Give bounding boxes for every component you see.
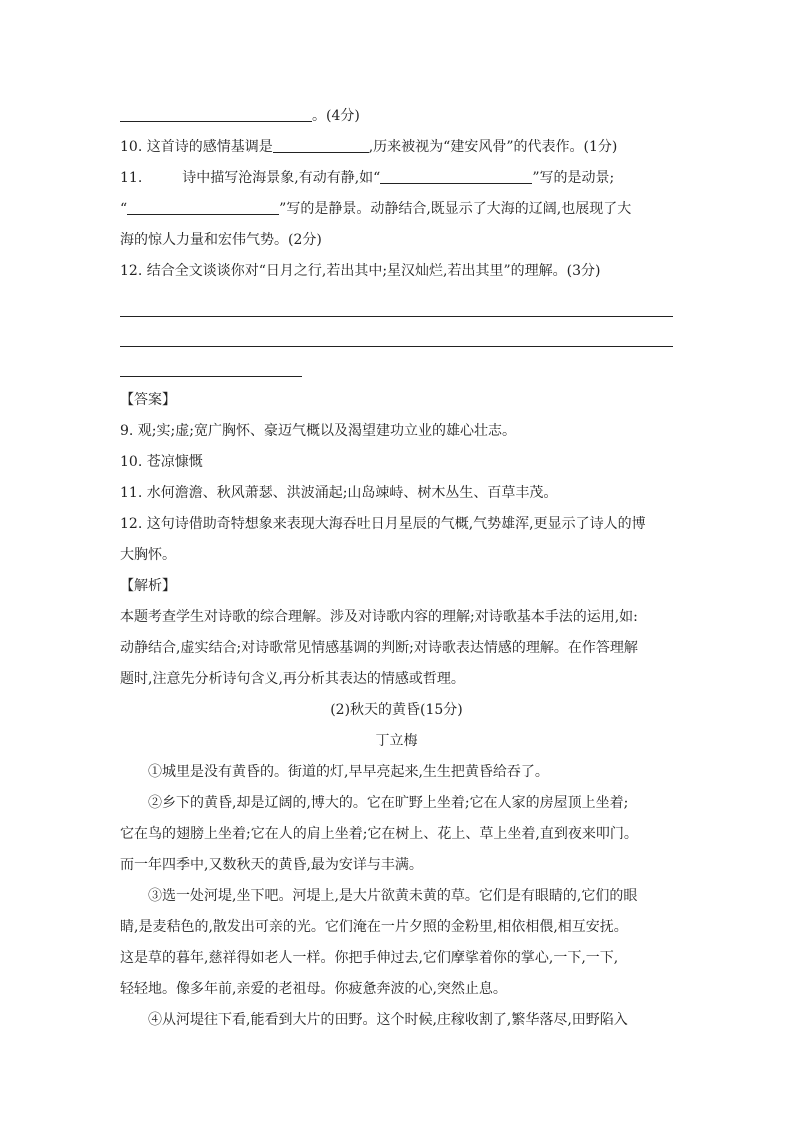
answer-blank: [120, 103, 312, 122]
essay-paragraph-4-line: ④从河堤往下看,能看到大片的田野。这个时候,庄稼收割了,繁华落尽,田野陷入: [148, 1012, 628, 1028]
analysis-line: 动静结合,虚实结合;对诗歌常见情感基调的判断;对诗歌表达情感的理解。在作答理解: [120, 640, 638, 656]
answer-blank: [127, 196, 279, 215]
page-content: [120, 101, 673, 1036]
answer-line: [120, 347, 673, 377]
essay-title: (2)秋天的黄昏(15分): [330, 702, 463, 718]
question-10: 10. 这首诗的感情基调是 ,历来被视为“建安风骨”的代表作。(1分): [120, 132, 673, 163]
question-11-line-3: 海的惊人力量和宏伟气势。(2分): [120, 232, 322, 248]
answer-blank: [273, 134, 369, 153]
question-11-line-1: 11. 诗中描写沧海景象,有动有静,如“ ”写的是动景;: [120, 163, 673, 194]
essay-paragraph-2-line: 而一年四季中,又数秋天的黄昏,最为安详与丰满。: [120, 857, 423, 873]
answer-heading: 【答案】: [120, 392, 176, 408]
essay-paragraph-3-line: 轻轻地。像多年前,亲爱的老祖母。你疲惫奔波的心,突然止息。: [120, 981, 507, 997]
answer-line: [120, 287, 673, 317]
question-9-tail: 。(4分): [120, 101, 673, 132]
answer-12-line-2: 大胸怀。: [120, 547, 176, 563]
answer-11: 11. 水何澹澹、秋风萧瑟、洪波涌起;山岛竦峙、树木丛生、百草丰茂。: [120, 485, 558, 501]
essay-paragraph-2-line: ②乡下的黄昏,却是辽阔的,博大的。它在旷野上坐着;它在人家的房屋顶上坐着;: [148, 795, 629, 811]
essay-paragraph-3-line: 睛,是麦秸色的,散发出可亲的光。它们淹在一片夕照的金粉里,相依相偎,相互安抚。: [120, 919, 628, 935]
essay-paragraph-3-line: ③选一处河堤,坐下吧。河堤上,是大片欲黄未黄的草。它们是有眼睛的,它们的眼: [148, 888, 638, 904]
answer-12-line-1: 12. 这句诗借助奇特想象来表现大海吞吐日月星辰的气概,气势雄浑,更显示了诗人的博: [120, 516, 646, 532]
essay-paragraph-2-line: 它在鸟的翅膀上坐着;它在人的肩上坐着;它在树上、花上、草上坐着,直到夜来叩门。: [120, 826, 638, 842]
question-11-line-2: “ ”写的是静景。动静结合,既显示了大海的辽阔,也展现了大: [120, 194, 673, 225]
answer-line: [120, 317, 673, 347]
answer-10: 10. 苍凉慷慨: [120, 454, 203, 470]
analysis-line: 本题考查学生对诗歌的综合理解。涉及对诗歌内容的理解;对诗歌基本手法的运用,如:: [120, 609, 638, 625]
essay-paragraph-1: ①城里是没有黄昏的。街道的灯,早早亮起来,生生把黄昏给吞了。: [148, 764, 549, 780]
question-12: 12. 结合全文谈谈你对“日月之行,若出其中;星汉灿烂,若出其里”的理解。(3分): [120, 263, 601, 279]
essay-author: 丁立梅: [375, 733, 418, 749]
answer-9: 9. 观;实;虚;宽广胸怀、豪迈气概以及渴望建功立业的雄心壮志。: [120, 423, 516, 439]
analysis-heading: 【解析】: [120, 578, 176, 594]
essay-paragraph-3-line: 这是草的暮年,慈祥得如老人一样。你把手伸过去,它们摩挲着你的掌心,一下,一下,: [120, 950, 619, 966]
analysis-line: 题时,注意先分析诗句含义,再分析其表达的情感或哲理。: [120, 671, 465, 687]
answer-blank: [380, 165, 532, 184]
